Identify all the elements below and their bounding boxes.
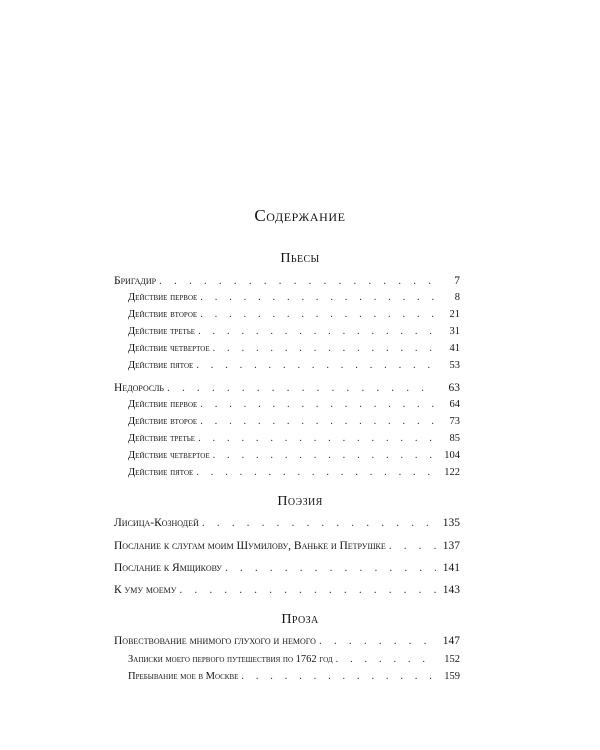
toc-entry-label: Пребывание мое в Москве: [128, 671, 239, 682]
toc-entry-label: Повествование мнимого глухого и немого: [114, 635, 316, 647]
toc-entry[interactable]: [114, 634, 460, 648]
toc-entry[interactable]: [114, 274, 460, 288]
toc-entry-page: 73: [449, 416, 460, 427]
toc-entry-label: Действие третье: [128, 326, 196, 337]
toc-entry[interactable]: [128, 291, 460, 305]
toc-entry-page: 63: [448, 382, 460, 394]
section-heading-prose: Проза: [281, 612, 319, 627]
toc-entry-label: Бригадир: [114, 275, 157, 287]
toc-entry[interactable]: [128, 670, 460, 684]
toc-entry-label: Действие четвертое: [128, 343, 210, 354]
toc-entry-page: 64: [449, 399, 460, 410]
toc-entry-label: Записки моего первого путешествия по 1762 год: [128, 654, 333, 665]
toc-entry-label: К уму моему: [114, 584, 177, 596]
toc-entry-page: 152: [444, 654, 460, 665]
toc-entry-label: Послание к слугам моим Шумилову, Ваньке и Петрушке: [114, 540, 386, 552]
toc-entry-page: 8: [454, 292, 460, 303]
dot-leader: [198, 325, 436, 339]
toc-entry-page: 21: [449, 309, 460, 320]
toc-entry-label: Действие первое: [128, 399, 198, 410]
dot-leader: [319, 634, 436, 648]
toc-entry-page: 7: [454, 275, 460, 287]
toc-entry-page: 137: [442, 540, 460, 552]
toc-entry-label: Действие пятое: [128, 360, 194, 371]
toc-entry-page: 141: [442, 562, 460, 574]
toc-title: Содержание: [254, 206, 346, 225]
dot-leader: [213, 342, 436, 356]
toc-entry-page: 31: [449, 326, 460, 337]
dot-leader: [336, 653, 436, 667]
dot-leader: [225, 561, 436, 575]
toc-entry-page: 159: [444, 671, 460, 682]
toc-entry[interactable]: [128, 449, 460, 463]
dot-leader: [200, 398, 436, 412]
toc-entry[interactable]: [114, 583, 460, 597]
toc-entry-label: Действие четвертое: [128, 450, 210, 461]
toc-entry-label: Недоросль: [114, 382, 165, 394]
toc-entry-label: Действие пятое: [128, 467, 194, 478]
dot-leader: [200, 291, 436, 305]
toc-entry-label: Действие третье: [128, 433, 196, 444]
toc-entry-label: Действие второе: [128, 309, 198, 320]
section-heading-poetry: Поэзия: [277, 494, 323, 509]
dot-leader: [200, 308, 436, 322]
toc-entry-page: 143: [442, 584, 460, 596]
toc-entry-page: 104: [444, 450, 460, 461]
dot-leader: [198, 432, 436, 446]
toc-entry[interactable]: [114, 539, 460, 553]
dot-leader: [196, 359, 436, 373]
toc-entry-label: Действие первое: [128, 292, 198, 303]
dot-leader: [159, 274, 436, 288]
toc-entry[interactable]: [114, 561, 460, 575]
toc-entry[interactable]: [128, 325, 460, 339]
toc-entry-label: Действие второе: [128, 416, 198, 427]
toc-entry-page: 147: [442, 635, 460, 647]
toc-entry-label: Послание к Ямщикову: [114, 562, 222, 574]
toc-entry[interactable]: [128, 398, 460, 412]
toc-entry-label: Лисица-Кознодей: [114, 517, 199, 529]
toc-entry[interactable]: [128, 308, 460, 322]
toc-entry[interactable]: [114, 516, 460, 530]
section-heading-plays: Пьесы: [280, 251, 320, 266]
toc-entry[interactable]: [114, 381, 460, 395]
toc-entry-page: 122: [444, 467, 460, 478]
toc-entry[interactable]: [128, 653, 460, 667]
toc-entry[interactable]: [128, 359, 460, 373]
dot-leader: [202, 516, 436, 530]
dot-leader: [179, 583, 436, 597]
dot-leader: [213, 449, 436, 463]
toc-entry-page: 53: [449, 360, 460, 371]
toc-entry-page: 85: [449, 433, 460, 444]
toc-entry[interactable]: [128, 466, 460, 480]
toc-entry-page: 135: [442, 517, 460, 529]
toc-entry-page: 41: [449, 343, 460, 354]
toc-entry[interactable]: [128, 342, 460, 356]
dot-leader: [200, 415, 436, 429]
toc-entry[interactable]: [128, 432, 460, 446]
toc-entry[interactable]: [128, 415, 460, 429]
dot-leader: [167, 381, 436, 395]
dot-leader: [196, 466, 436, 480]
dot-leader: [241, 670, 436, 684]
dot-leader: [389, 539, 436, 553]
